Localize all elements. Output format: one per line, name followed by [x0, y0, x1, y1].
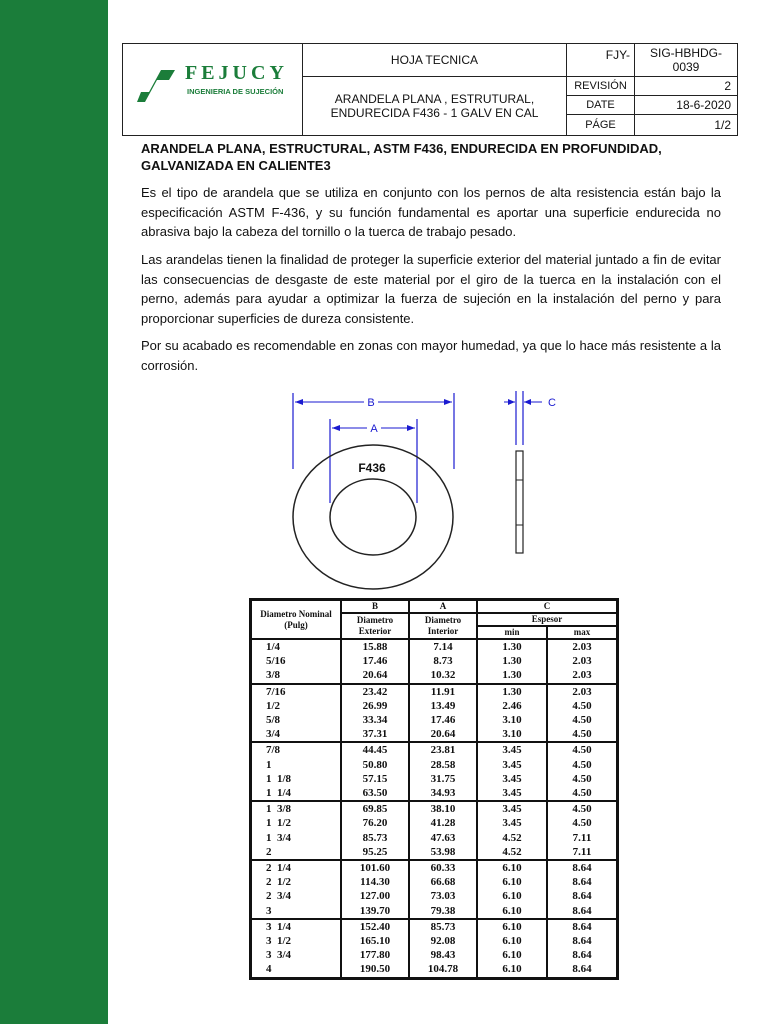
nominal-cell: 3 3/4: [251, 948, 342, 962]
diam-ext-cell: 101.60: [341, 860, 409, 875]
thick-min-cell: 6.10: [477, 904, 547, 919]
nominal-cell: 2 1/2: [251, 875, 342, 889]
logo-mark-icon: [137, 66, 177, 104]
diam-int-cell: 73.03: [409, 889, 477, 903]
diam-int-cell: 28.58: [409, 758, 477, 772]
diam-int-cell: 10.32: [409, 668, 477, 683]
thick-max-cell: 4.50: [547, 727, 618, 742]
washer-diagram: [268, 385, 568, 595]
thick-max-cell: 8.64: [547, 948, 618, 962]
dim-label-a: A: [370, 423, 378, 435]
table-row: [251, 816, 618, 830]
section-heading: ARANDELA PLANA, ESTRUCTURAL, ASTM F436, ENDURECIDA EN PROFUNDIDAD, GALVANIZADA EN CALIENTE3: [141, 141, 662, 173]
diam-int-cell: 34.93: [409, 786, 477, 801]
thick-min-cell: 6.10: [477, 860, 547, 875]
col-min: min: [477, 626, 547, 639]
thick-min-cell: 4.52: [477, 845, 547, 860]
nominal-cell: 4: [251, 962, 342, 978]
diam-ext-cell: 76.20: [341, 816, 409, 830]
thick-min-cell: 1.30: [477, 668, 547, 683]
date-value: 18-6-2020: [635, 96, 737, 115]
thick-max-cell: 4.50: [547, 816, 618, 830]
logo-cell: [123, 44, 303, 135]
thick-min-cell: 2.46: [477, 699, 547, 713]
table-row: [251, 639, 618, 654]
table-row: [251, 831, 618, 845]
col-a: A: [409, 600, 477, 614]
nominal-cell: 2 1/4: [251, 860, 342, 875]
table-row: [251, 684, 618, 699]
nominal-cell: 3/4: [251, 727, 342, 742]
nominal-cell: 7/16: [251, 684, 342, 699]
paragraph-1: Es el tipo de arandela que se utiliza en conjunto con los pernos de alta resistencia están bajo la especificación ASTM F-436, y su función fundamental es aportar una superficie endurecida no abrasiva bajo la cabeza del tornillo o la tuerca de trabajo pesado.: [141, 185, 721, 239]
thick-max-cell: 8.64: [547, 875, 618, 889]
diam-ext-cell: 20.64: [341, 668, 409, 683]
diam-int-cell: 38.10: [409, 801, 477, 816]
thick-min-cell: 3.45: [477, 801, 547, 816]
table-row: [251, 934, 618, 948]
col-nominal: Diametro Nominal (Pulg): [251, 600, 342, 640]
diam-int-cell: 23.81: [409, 742, 477, 757]
diam-int-cell: 41.28: [409, 816, 477, 830]
thick-max-cell: 4.50: [547, 772, 618, 786]
diam-int-cell: 104.78: [409, 962, 477, 978]
table-row: [251, 845, 618, 860]
thick-min-cell: 3.45: [477, 758, 547, 772]
col-a-sub: Diametro Interior: [409, 613, 477, 639]
nominal-cell: 5/16: [251, 654, 342, 668]
diam-ext-cell: 23.42: [341, 684, 409, 699]
table-row: [251, 699, 618, 713]
thick-min-cell: 3.45: [477, 816, 547, 830]
diam-ext-cell: 63.50: [341, 786, 409, 801]
diam-int-cell: 85.73: [409, 919, 477, 934]
table-row: [251, 860, 618, 875]
f436-marking: F436: [358, 461, 386, 475]
paragraph-2: Las arandelas tienen la finalidad de proteger la superficie exterior del material juntado a fin de evitar las consecuencias de desgaste de este material por el giro de la tuerca en la instalación con el perno, además para ayudar a optimizar la fuerza de sujeción en la instalación del perno y para proporcionar superficies de dureza consistente.: [141, 252, 721, 326]
code-value: SIG-HBHDG-0039: [635, 44, 737, 77]
diam-ext-cell: 95.25: [341, 845, 409, 860]
thick-max-cell: 7.11: [547, 845, 618, 860]
thick-min-cell: 3.45: [477, 772, 547, 786]
date-label: DATE: [567, 96, 635, 115]
diam-ext-cell: 37.31: [341, 727, 409, 742]
diam-int-cell: 47.63: [409, 831, 477, 845]
doc-type: HOJA TECNICA: [303, 44, 567, 77]
header-table: [122, 43, 738, 136]
diam-int-cell: 20.64: [409, 727, 477, 742]
thick-max-cell: 8.64: [547, 904, 618, 919]
nominal-cell: 1 3/8: [251, 801, 342, 816]
diam-int-cell: 60.33: [409, 860, 477, 875]
table-row: [251, 727, 618, 742]
doc-title: ARANDELA PLANA , ESTRUTURAL, ENDURECIDA F436 - 1 GALV EN CAL: [303, 77, 567, 135]
diam-int-cell: 7.14: [409, 639, 477, 654]
thick-min-cell: 4.52: [477, 831, 547, 845]
thick-max-cell: 8.64: [547, 962, 618, 978]
nominal-cell: 2 3/4: [251, 889, 342, 903]
diam-ext-cell: 15.88: [341, 639, 409, 654]
thick-min-cell: 1.30: [477, 639, 547, 654]
thick-max-cell: 4.50: [547, 699, 618, 713]
nominal-cell: 3 1/2: [251, 934, 342, 948]
diam-ext-cell: 165.10: [341, 934, 409, 948]
document-page: [108, 0, 768, 1024]
diam-ext-cell: 17.46: [341, 654, 409, 668]
revision-label: REVISIÓN: [567, 77, 635, 96]
thick-max-cell: 2.03: [547, 684, 618, 699]
table-row: [251, 904, 618, 919]
green-sidebar: [0, 0, 108, 1024]
nominal-cell: 2: [251, 845, 342, 860]
diam-int-cell: 98.43: [409, 948, 477, 962]
thick-min-cell: 6.10: [477, 948, 547, 962]
nominal-cell: 1 3/4: [251, 831, 342, 845]
diam-ext-cell: 85.73: [341, 831, 409, 845]
diam-ext-cell: 127.00: [341, 889, 409, 903]
diam-int-cell: 31.75: [409, 772, 477, 786]
diam-int-cell: 79.38: [409, 904, 477, 919]
dimensions-table: [249, 598, 619, 980]
nominal-cell: 5/8: [251, 713, 342, 727]
table-row: [251, 962, 618, 978]
thick-max-cell: 8.64: [547, 889, 618, 903]
thick-min-cell: 6.10: [477, 875, 547, 889]
nominal-cell: 1 1/2: [251, 816, 342, 830]
nominal-cell: 1 1/8: [251, 772, 342, 786]
thick-max-cell: 4.50: [547, 713, 618, 727]
code-label: FJY-: [567, 44, 635, 77]
table-row: [251, 919, 618, 934]
page-label: PÁGE: [567, 115, 635, 135]
table-row: [251, 713, 618, 727]
diam-int-cell: 11.91: [409, 684, 477, 699]
col-b-sub: Diametro Exterior: [341, 613, 409, 639]
diam-ext-cell: 26.99: [341, 699, 409, 713]
page-value: 1/2: [714, 118, 731, 132]
diam-ext-cell: 139.70: [341, 904, 409, 919]
thick-min-cell: 3.10: [477, 713, 547, 727]
thick-max-cell: 2.03: [547, 639, 618, 654]
table-row: [251, 801, 618, 816]
thick-min-cell: 1.30: [477, 654, 547, 668]
nominal-cell: 1 1/4: [251, 786, 342, 801]
nominal-cell: 1: [251, 758, 342, 772]
thick-min-cell: 6.10: [477, 889, 547, 903]
table-row: [251, 772, 618, 786]
nominal-cell: 7/8: [251, 742, 342, 757]
paragraph-3: Por su acabado es recomendable en zonas con mayor humedad, ya que lo hace más resistente a la corrosión.: [141, 338, 721, 373]
thick-min-cell: 3.45: [477, 742, 547, 757]
diam-ext-cell: 152.40: [341, 919, 409, 934]
thick-max-cell: 4.50: [547, 742, 618, 757]
logo-subtitle: INGENIERIA DE SUJECIÓN: [187, 87, 284, 96]
thick-max-cell: 8.64: [547, 934, 618, 948]
col-c-sub: Espesor: [477, 613, 618, 626]
diam-ext-cell: 69.85: [341, 801, 409, 816]
diam-int-cell: 53.98: [409, 845, 477, 860]
thick-max-cell: 4.50: [547, 786, 618, 801]
nominal-cell: 3/8: [251, 668, 342, 683]
logo-name: FEJUCY: [185, 62, 288, 84]
col-max: max: [547, 626, 618, 639]
col-b: B: [341, 600, 409, 614]
thick-min-cell: 6.10: [477, 962, 547, 978]
diam-ext-cell: 50.80: [341, 758, 409, 772]
dim-label-b: B: [367, 397, 375, 409]
col-c: C: [477, 600, 618, 614]
revision-value: 2: [635, 77, 737, 96]
diam-ext-cell: 57.15: [341, 772, 409, 786]
thick-max-cell: 7.11: [547, 831, 618, 845]
nominal-cell: 3 1/4: [251, 919, 342, 934]
thick-min-cell: 6.10: [477, 934, 547, 948]
nominal-cell: 1/4: [251, 639, 342, 654]
diam-ext-cell: 114.30: [341, 875, 409, 889]
table-row: [251, 786, 618, 801]
table-row: [251, 654, 618, 668]
thick-max-cell: 8.64: [547, 860, 618, 875]
table-row: [251, 948, 618, 962]
thick-min-cell: 1.30: [477, 684, 547, 699]
nominal-cell: 3: [251, 904, 342, 919]
thick-max-cell: 2.03: [547, 668, 618, 683]
diam-int-cell: 66.68: [409, 875, 477, 889]
thick-max-cell: 8.64: [547, 919, 618, 934]
thick-max-cell: 4.50: [547, 758, 618, 772]
table-row: [251, 668, 618, 683]
dim-label-c: C: [548, 397, 556, 409]
table-row: [251, 758, 618, 772]
diam-ext-cell: 33.34: [341, 713, 409, 727]
thick-min-cell: 3.45: [477, 786, 547, 801]
diam-ext-cell: 190.50: [341, 962, 409, 978]
thick-min-cell: 3.10: [477, 727, 547, 742]
thick-max-cell: 4.50: [547, 801, 618, 816]
table-row: [251, 889, 618, 903]
nominal-cell: 1/2: [251, 699, 342, 713]
thick-min-cell: 6.10: [477, 919, 547, 934]
diam-int-cell: 13.49: [409, 699, 477, 713]
thick-max-cell: 2.03: [547, 654, 618, 668]
diam-int-cell: 92.08: [409, 934, 477, 948]
diam-ext-cell: 177.80: [341, 948, 409, 962]
diam-ext-cell: 44.45: [341, 742, 409, 757]
diam-int-cell: 8.73: [409, 654, 477, 668]
diam-int-cell: 17.46: [409, 713, 477, 727]
table-row: [251, 875, 618, 889]
table-row: [251, 742, 618, 757]
